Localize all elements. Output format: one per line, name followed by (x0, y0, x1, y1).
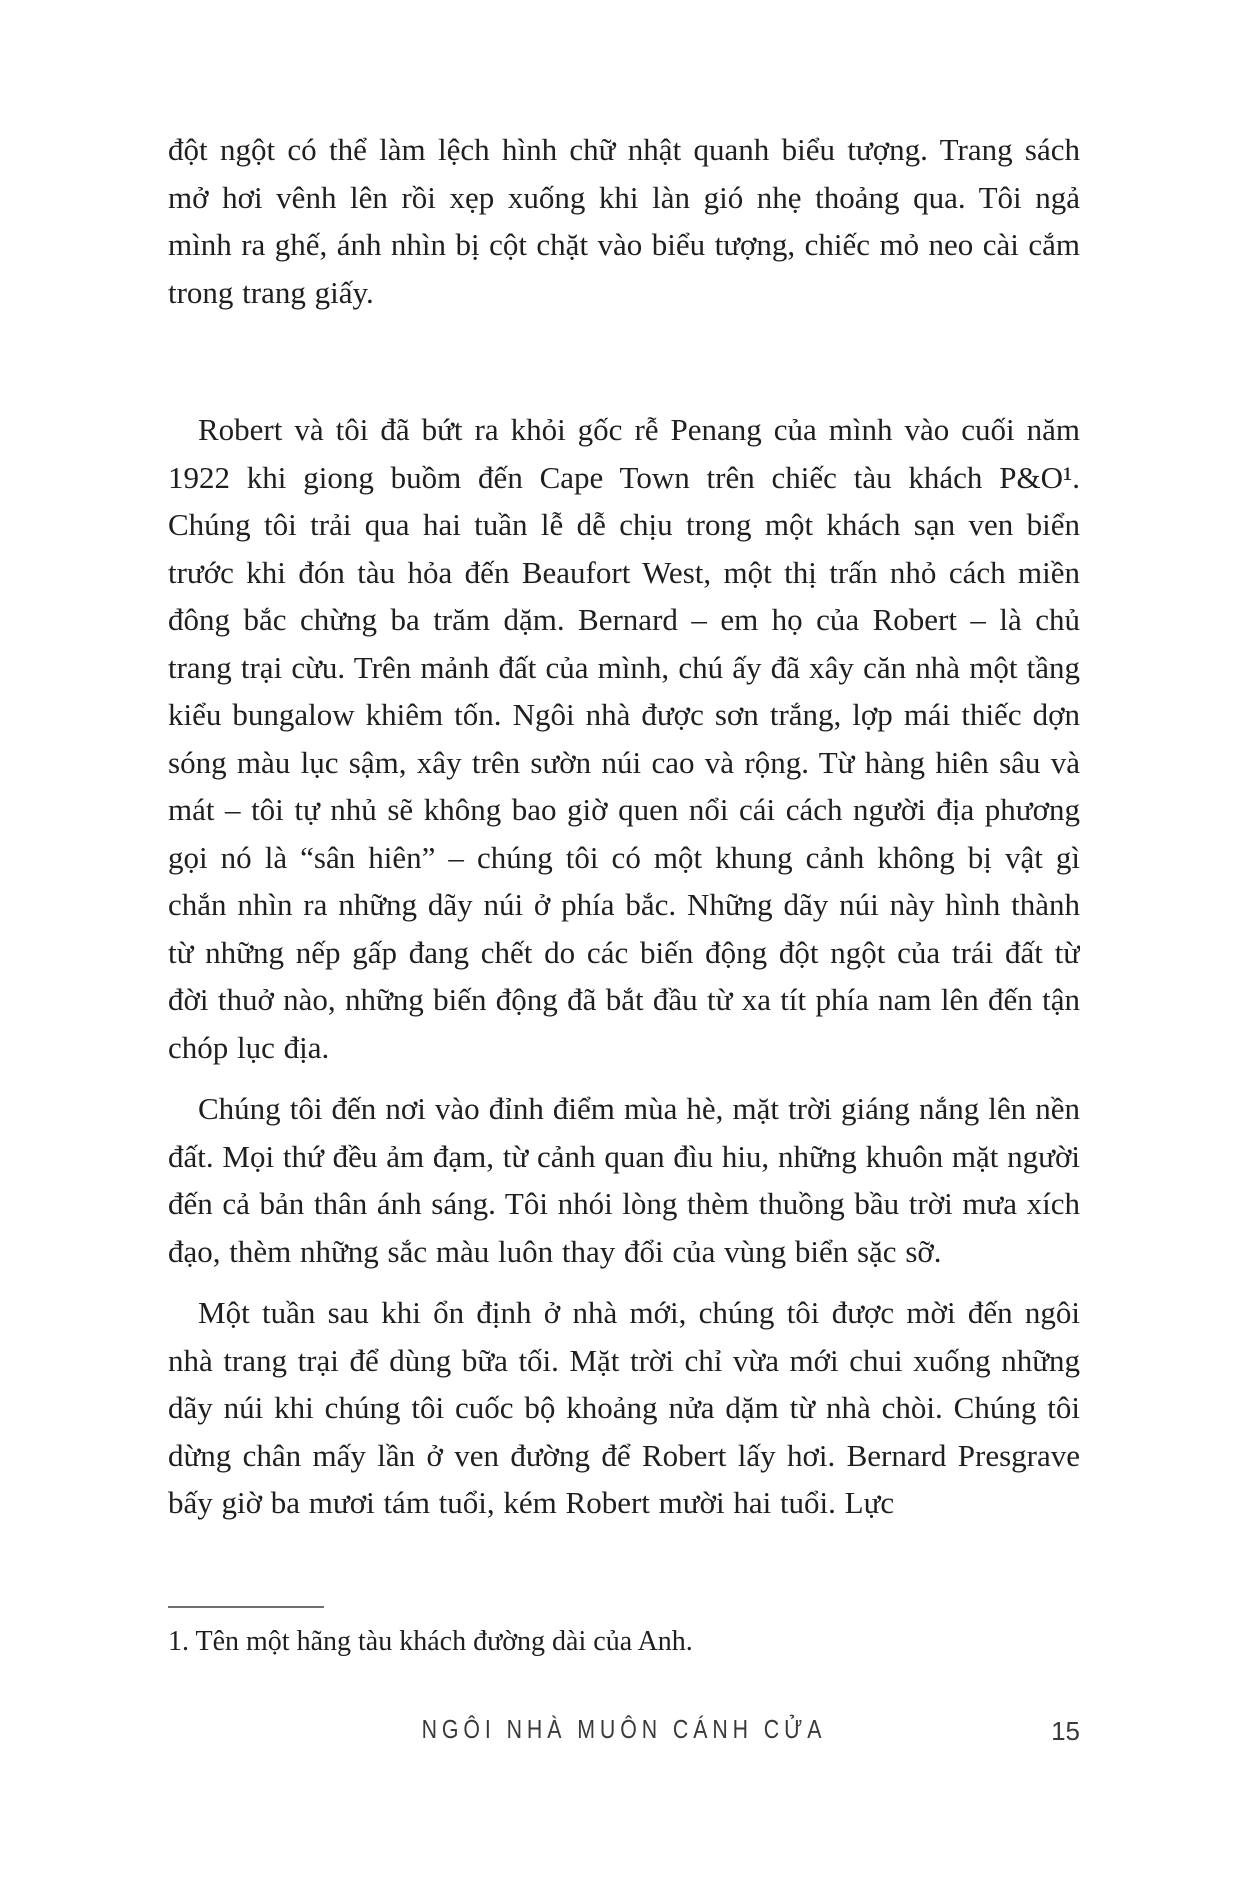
running-title: NGÔI NHÀ MUÔN CÁNH CỬA (421, 1714, 827, 1744)
body-paragraph: đột ngột có thể làm lệch hình chữ nhật quanh biểu tượng. Trang sách mở hơi vênh lên rồi xẹp xuống khi làn gió nhẹ thoảng qua. Tôi ngả mình ra ghế, ánh nhìn bị cột chặt vào biểu tượng, chiếc mỏ neo cài cắm trong trang giấy. (168, 132, 1080, 310)
body-paragraph: Một tuần sau khi ổn định ở nhà mới, chúng tôi được mời đến ngôi nhà trang trại để dùng bữa tối. Mặt trời chỉ vừa mới chui xuống những dãy núi khi chúng tôi cuốc bộ khoảng nửa dặm từ nhà chòi. Chúng tôi dừng chân mấy lần ở ven đường để Robert lấy hơi. Bernard Presgrave bấy giờ ba mươi tám tuổi, kém Robert mười hai tuổi. Lực (168, 1295, 1080, 1520)
body-paragraph: Chúng tôi đến nơi vào đỉnh điểm mùa hè, mặt trời giáng nắng lên nền đất. Mọi thứ đều ảm đạm, từ cảnh quan đìu hiu, những khuôn mặt người đến cả bản thân ánh sáng. Tôi nhói lòng thèm thuồng bầu trời mưa xích đạo, thèm những sắc màu luôn thay đổi của vùng biển sặc sỡ. (168, 1091, 1080, 1269)
footnote-separator (168, 1606, 324, 1608)
footnote-block (168, 1606, 1080, 1660)
body-text-block (168, 126, 1080, 1596)
page-number: 15 (1051, 1716, 1080, 1746)
body-paragraph: Robert và tôi đã bứt ra khỏi gốc rễ Penang của mình vào cuối năm 1922 khi giong buồm đến Cape Town trên chiếc tàu khách P&O¹. Chúng tôi trải qua hai tuần lễ dễ chịu trong một khách sạn ven biển trước khi đón tàu hỏa đến Beaufort West, một thị trấn nhỏ cách miền đông bắc chừng ba trăm dặm. Bernard – em họ của Robert – là chủ trang trại cừu. Trên mảnh đất của mình, chú ấy đã xây căn nhà một tầng kiểu bungalow khiêm tốn. Ngôi nhà được sơn trắng, lợp mái thiếc dợn sóng màu lục sậm, xây trên sườn núi cao và rộng. Từ hàng hiên sâu và mát – tôi tự nhủ sẽ không bao giờ quen nổi cái cách người địa phương gọi nó là “sân hiên” – chúng tôi có một khung cảnh không bị vật gì chắn nhìn ra những dãy núi ở phía bắc. Những dãy núi này hình thành từ những nếp gấp đang chết do các biến động đột ngột của trái đất từ đời thuở nào, những biến động đã bắt đầu từ xa tít phía nam lên đến tận chóp lục địa. (168, 412, 1080, 1065)
footnote-text: 1. Tên một hãng tàu khách đường dài của Anh. (168, 1626, 693, 1657)
